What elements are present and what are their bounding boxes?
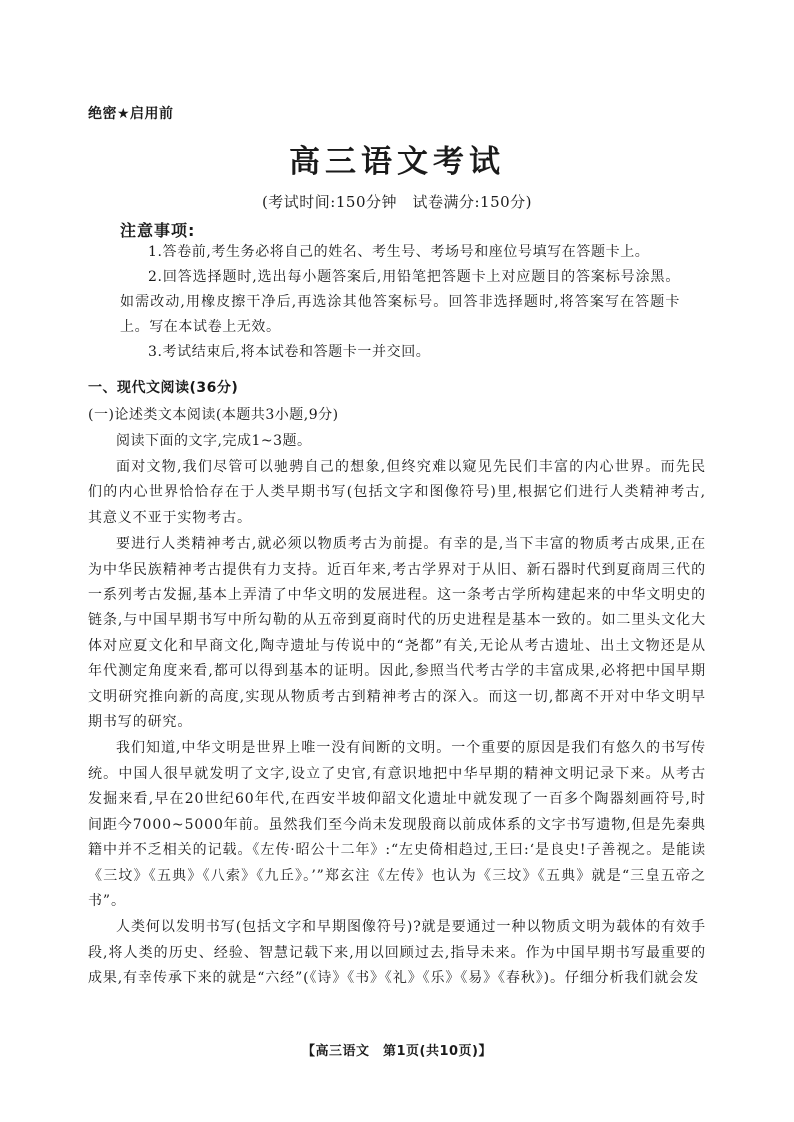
section-heading: 一、现代文阅读(36分) — [88, 380, 239, 396]
notice-item: 2.回答选择题时,选出每小题答案后,用铅笔把答题卡上对应题目的答案标号涂黑。如需改动,用橡皮擦干净后,再选涂其他答案标号。回答非选择题时,将答案写在答题卡上。写在本试卷上无效。 — [120, 269, 680, 335]
passage-paragraph: 我们知道,中华文明是世界上唯一没有间断的文明。一个重要的原因是我们有悠久的书写传统。中国人很早就发明了文字,设立了史官,有意识地把中华早期的精神文明记录下来。从考古发掘来看,早在20世纪60年代,在西安半坡仰韶文化遗址中就发现了一百多个陶器刻画符号,时间距今7000~5000年前。虽然我们至今尚未发现殷商以前成体系的文字书写遗物,但是先秦典籍中并不乏相关的记载。《左传·昭公十二年》:“左史倚相趋过,王曰:‘是良史!子善视之。是能读《三坟》《五典》《八索》《九丘》。’”郑玄注《左传》也认为《三坟》《五典》就是“三皇五帝之书”。 — [88, 740, 706, 909]
passage-paragraph: 人类何以发明书写(包括文字和早期图像符号)?就是要通过一种以物质文明为载体的有效手段,将人类的历史、经验、智慧记载下来,用以回顾过去,指导未来。作为中国早期书写最重要的成果,有幸传承下来的就是“六经”(《诗》《书》《礼》《乐》《易》《春秋》)。仔细分析我们就会发 — [88, 919, 706, 987]
page-footer: 【高三语文 第1页(共10页)】 — [301, 1044, 493, 1059]
confidential-label: 绝密★启用前 — [88, 106, 174, 122]
notice-item: 1.答卷前,考生务必将自己的姓名、考生号、考场号和座位号填写在答题卡上。 — [148, 244, 650, 260]
reading-instruction: 阅读下面的文字,完成1~3题。 — [116, 433, 312, 449]
notice-list — [120, 240, 680, 365]
subsection-heading: (一)论述类文本阅读(本题共3小题,9分) — [88, 407, 339, 423]
reading-passage — [88, 455, 706, 993]
exam-title: 高三语文考试 — [289, 144, 505, 180]
passage-paragraph: 面对文物,我们尽管可以驰骋自己的想象,但终究难以窥见先民们丰富的内心世界。而先民们的内心世界恰恰存在于人类早期书写(包括文字和图像符号)里,根据它们进行人类精神考古,其意义不亚于实物考古。 — [88, 459, 706, 526]
passage-paragraph: 要进行人类精神考古,就必须以物质考古为前提。有幸的是,当下丰富的物质考古成果,正在为中华民族精神考古提供有力支持。近百年来,考古学界对于从旧、新石器时代到夏商周三代的一系列考古发掘,基本上弄清了中华文明的发展进程。这一条考古学所构建起来的中华文明史的链条,与中国早期书写中所勾勒的从五帝到夏商时代的历史进程是基本一致的。如二里头文化大体对应夏文化和早商文化,陶寺遗址与传说中的“尧都”有关,无论从考古遗址、出土文物还是从年代测定角度来看,都可以得到基本的证明。因此,参照当代考古学的丰富成果,必将把中国早期文明研究推向新的高度,实现从物质考古到精神考古的深入。而这一切,都离不开对中华文明早期书写的研究。 — [88, 536, 706, 731]
notice-item: 3.考试结束后,将本试卷和答题卡一并交回。 — [148, 344, 431, 360]
notice-heading: 注意事项: — [120, 221, 196, 240]
exam-time-and-score: (考试时间:150分钟 试卷满分:150分) — [261, 193, 533, 211]
